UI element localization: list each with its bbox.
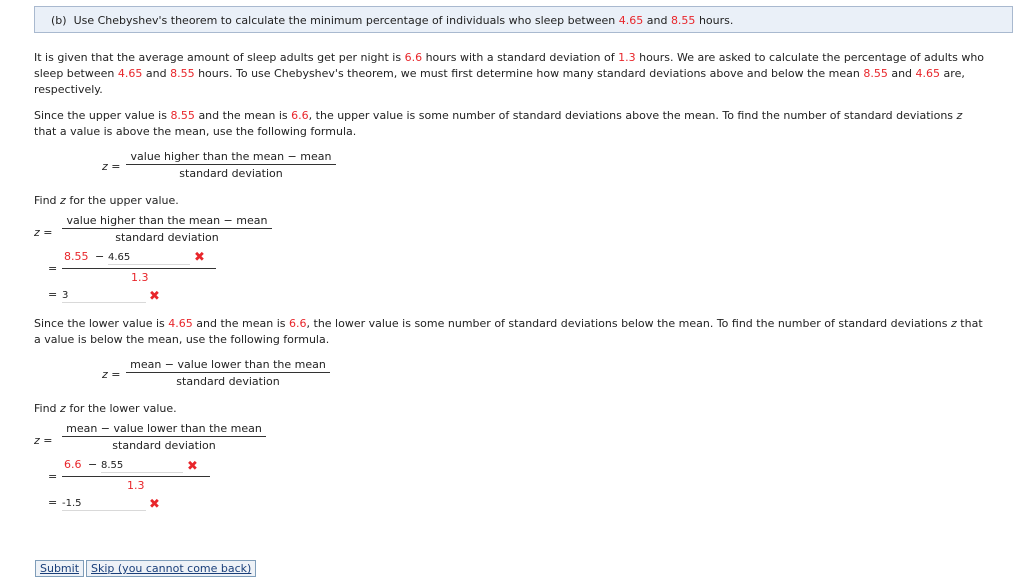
submit-button[interactable]: Submit [35,560,84,577]
skip-button[interactable]: Skip (you cannot come back) [86,560,256,577]
z-upper-result-value: 3 [62,290,69,301]
equals-sign: = [48,470,58,483]
intro-text: and [891,67,913,80]
question-text-3: hours. [698,14,734,27]
formula-upper-fraction [126,150,336,180]
mean-value: 6.6 [291,109,309,122]
upper-text: that a value is above the mean, use the following formula. [34,125,357,138]
minus-sign: − [88,458,98,471]
lower-value: 4.65 [117,67,143,80]
intro-text: and [145,67,167,80]
formula-numerator: value higher than the mean − mean [66,214,268,227]
upper-text: and the mean is [198,109,288,122]
z-variable: z [60,402,66,415]
upper-paragraph [34,108,1018,140]
lower-text: , the lower value is some number of standard deviations below the mean. To find the number of standard deviations [306,317,948,330]
upper-text: Since the upper value is [34,109,167,122]
lower-text: Since the lower value is [34,317,165,330]
part-label: (b) [51,14,67,27]
find-text: for the upper value. [69,194,179,207]
find-lower-label [34,401,1018,417]
find-text: for the lower value. [69,402,177,415]
x-mark-icon: ✖ [149,497,160,512]
question-text [51,14,733,27]
fraction-bar [126,164,336,165]
sd-value: 1.3 [618,51,636,64]
formula-z-eq [102,160,121,173]
lower-text: that [960,317,983,330]
formula-denominator: standard deviation [115,231,219,244]
z-lower-result-input[interactable] [62,496,146,511]
intro-text: hours. To use Chebyshev's theorem, we must first determine how many standard deviations above and below the mean [198,67,860,80]
question-text-1: Use Chebyshev's theorem to calculate the minimum percentage of individuals who sleep between [73,14,616,27]
intro-paragraph [34,50,1018,98]
numerator-value: 6.6 [64,458,82,471]
equals-sign: = [48,496,58,509]
calc-upper-fraction [62,214,272,244]
calc-upper-z-eq [34,226,53,239]
upper-value: 8.55 [170,67,195,80]
z-lower-result-value: -1.5 [62,498,82,509]
intro-text: hours with a standard deviation of [425,51,615,64]
calc-lower-z-eq [34,434,53,447]
find-text: Find [34,194,57,207]
formula-lower-fraction [126,358,330,388]
fraction-bar [62,268,216,269]
x-mark-icon: ✖ [187,459,198,474]
intro-text: are, [943,67,965,80]
lower-value: 4.65 [618,14,644,27]
intro-text: respectively. [34,83,103,96]
find-upper-label [34,193,1018,209]
formula-denominator: standard deviation [179,167,283,180]
numerator-value: 8.55 [64,250,89,263]
upper-value: 8.55 [670,14,696,27]
upper-text: , the upper value is some number of standard deviations above the mean. To find the number of standard deviations [308,109,954,122]
z-equals: z = [34,226,53,239]
formula-numerator: value higher than the mean − mean [130,150,332,163]
question-header [34,6,1013,33]
question-text-2: and [646,14,668,27]
z-equals: z = [102,160,121,173]
formula-lower-z-eq [102,368,121,381]
z-variable: z [956,109,963,122]
equals-sign: = [48,262,58,275]
intro-text: sleep between [34,67,115,80]
calc-lower-fraction [62,422,266,452]
subtrahend-input-value: 8.55 [101,460,124,471]
z-variable: z [951,317,957,330]
upper-value: 8.55 [170,109,195,122]
formula-numerator: mean − value lower than the mean [66,422,262,435]
denominator-value: 1.3 [131,271,149,284]
z-equals: z = [34,434,53,447]
x-mark-icon: ✖ [194,250,205,265]
denominator-value: 1.3 [127,479,145,492]
formula-numerator: mean − value lower than the mean [130,358,326,371]
lower-text: and the mean is [196,317,286,330]
subtrahend-input[interactable] [108,250,190,265]
lower-value: 4.65 [915,67,941,80]
x-mark-icon: ✖ [149,289,160,304]
z-upper-result-input[interactable] [62,288,146,303]
fraction-bar [126,372,330,373]
lower-text: a value is below the mean, use the following formula. [34,333,330,346]
intro-text: hours. We are asked to calculate the percentage of adults who [639,51,985,64]
z-variable: z [60,194,66,207]
find-text: Find [34,402,57,415]
fraction-bar [62,228,272,229]
lower-paragraph [34,316,1018,348]
mean-value: 6.6 [404,51,423,64]
fraction-bar [62,476,210,477]
formula-denominator: standard deviation [112,439,216,452]
lower-value: 4.65 [168,317,193,330]
minus-sign: − [95,250,105,263]
formula-denominator: standard deviation [176,375,280,388]
mean-value: 6.6 [289,317,307,330]
upper-value: 8.55 [863,67,888,80]
subtrahend-input[interactable] [101,458,183,473]
z-equals: z = [102,368,121,381]
fraction-bar [62,436,266,437]
equals-sign: = [48,288,58,301]
intro-text: It is given that the average amount of sleep adults get per night is [34,51,402,64]
subtrahend-input-value: 4.65 [108,252,131,263]
